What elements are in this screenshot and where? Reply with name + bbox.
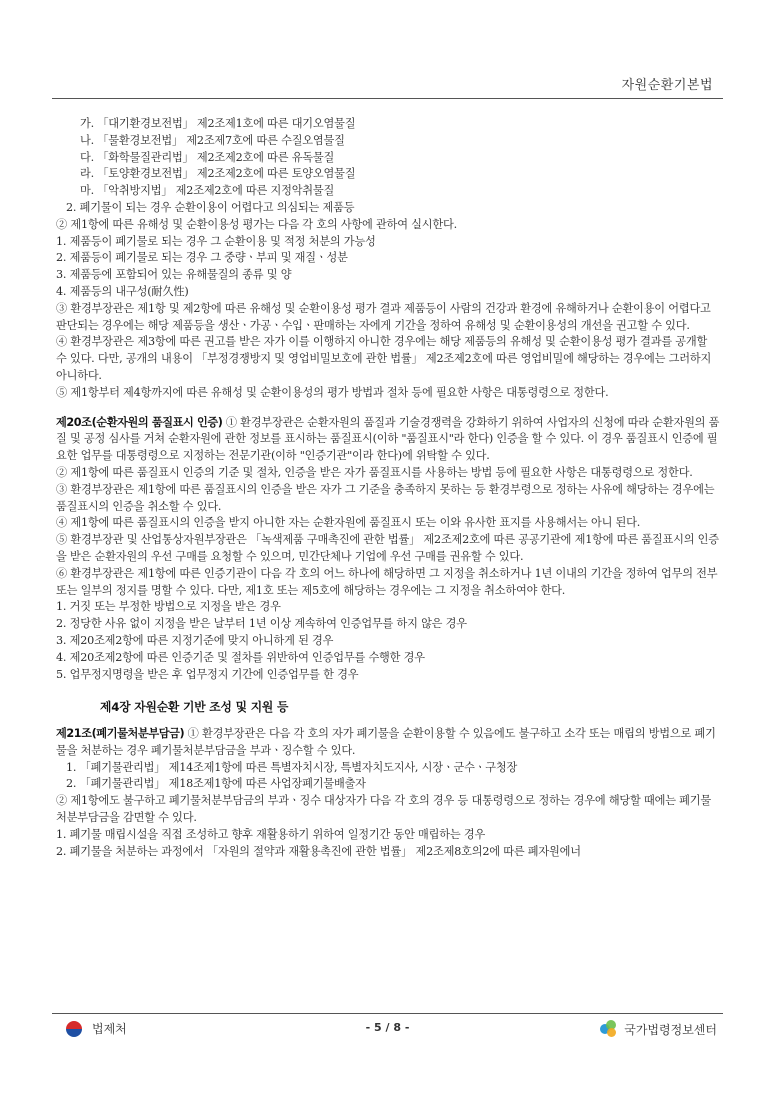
article-21 <box>56 726 720 760</box>
article-20-para-1: ① 환경부장관은 순환자원의 품질과 기술경쟁력을 강화하기 위하여 사업자의 신청에 따라 순환자원의 품질 및 공정 심사를 거쳐 순환자원에 관한 정보를 표시하는 품질표시(이하 "품질표시"라 한다) 인증을 할 수 있다. 이 경우 품질표시 인증에 필요한 업무를 대통령령으로 지정하는 전문기관(이하 "인증기관"이라 한다)에 위탁할 수 있다. <box>56 415 720 463</box>
article-21-para-2: ② 제1항에도 불구하고 폐기물처분부담금의 부과ㆍ징수 대상자가 다음 각 호의 경우 등 대통령령으로 정하는 경우에 해당할 때에는 폐기물처분부담금을 감면할 수 있다. <box>56 794 711 825</box>
article-21-item-1: 1. 「폐기물관리법」 제14조제1항에 따른 특별자치시장, 특별자치도지사, 시장ㆍ군수ㆍ구청장 <box>66 760 518 774</box>
paragraph-5: ⑤ 제1항부터 제4항까지에 따른 유해성 및 순환이용성의 평가 방법과 절차 등에 필요한 사항은 대통령령으로 정한다. <box>56 385 609 399</box>
chapter-heading: 제4장 자원순환 기반 조성 및 지원 등 <box>100 700 289 715</box>
item-3: 3. 제품등에 포함되어 있는 유해물질의 종류 및 양 <box>56 268 292 282</box>
footer-divider <box>52 1013 723 1014</box>
article-20-item-5: 5. 업무정지명령을 받은 후 업무정지 기간에 인증업무를 한 경우 <box>56 667 359 681</box>
header-divider <box>52 98 723 99</box>
article-21-item-2: 2. 「폐기물관리법」 제18조제1항에 따른 사업장폐기물배출자 <box>66 777 366 791</box>
footer-center-label: 국가법령정보센터 <box>624 1022 717 1037</box>
item-2: 2. 폐기물이 되는 경우 순환이용이 어렵다고 의심되는 제품등 <box>66 200 355 214</box>
article-21-item-3: 1. 폐기물 매립시설을 직접 조성하고 향후 재활용하기 위하여 일정기간 동안 매립하는 경우 <box>56 827 486 841</box>
article-20-title: 제20조(순환자원의 품질표시 인증) <box>56 415 223 429</box>
item-ra: 라. 「토양환경보전법」 제2조제2호에 따른 토양오염물질 <box>80 167 356 181</box>
article-20-item-3: 3. 제20조제2항에 따른 지정기준에 맞지 아니하게 된 경우 <box>56 633 334 647</box>
item-ma: 마. 「악취방지법」 제2조제2호에 따른 지정악취물질 <box>80 184 335 198</box>
paragraph-3: ③ 환경부장관은 제1항 및 제2항에 따른 유해성 및 순환이용성 평가 결과 제품등이 사람의 건강과 환경에 유해하거나 순환이용이 어렵다고 판단되는 경우에는 해당 제품등을 생산ㆍ가공ㆍ수입ㆍ판매하는 자에게 기간을 정하여 유해성 및 순환이용성의 개선을 권고할 수 있다. <box>56 301 711 332</box>
page-footer <box>52 1018 723 1040</box>
article-21-para-1: ① 환경부장관은 다음 각 호의 자가 폐기물을 순환이용할 수 있음에도 불구하고 소각 또는 매립의 방법으로 폐기물을 처분하는 경우 폐기물처분부담금을 부과ㆍ징수할 수 있다. <box>56 727 716 757</box>
item-1: 1. 제품등이 폐기물로 되는 경우 그 순환이용 및 적정 처분의 가능성 <box>56 234 376 248</box>
article-21-title: 제21조(폐기물처분부담금) <box>56 727 185 741</box>
item-da: 다. 「화학물질관리법」 제2조제2호에 따른 유독물질 <box>80 150 335 164</box>
article-20-para-5: ⑤ 환경부장관 및 산업통상자원부장관은 「녹색제품 구매촉진에 관한 법률」 제2조제2호에 따른 공공기관에 제1항에 따른 품질표시의 인증을 받은 순환자원의 우선 구매를 요청할 수 있으며, 민간단체나 기업에 우선 구매를 권유할 수 있다. <box>56 533 719 563</box>
item-4: 4. 제품등의 내구성(耐久性) <box>56 284 189 298</box>
footer-org-label: 법제처 <box>92 1022 127 1036</box>
law-center-logo-icon <box>600 1020 618 1038</box>
article-20-item-2: 2. 정당한 사유 없이 지정을 받은 날부터 1년 이상 계속하여 인증업무를 하지 않은 경우 <box>56 617 467 631</box>
paragraph-4: ④ 환경부장관은 제3항에 따른 권고를 받은 자가 이를 이행하지 아니한 경우에는 해당 제품등의 유해성 및 순환이용성 평가 결과를 공개할 수 있다. 다만, 공개의 내용이 「부정경쟁방지 및 영업비밀보호에 관한 법률」 제2조제2호에 따른 영업비밀에 해당하는 경우에는 그러하지 아니하다. <box>56 335 712 382</box>
page-number: - 5 / 8 - <box>365 1021 410 1034</box>
article-21-item-4: 2. 폐기물을 처분하는 과정에서 「자원의 절약과 재활용촉진에 관한 법률」 제2조제8호의2에 따른 폐자원에너 <box>56 844 581 858</box>
article-20-para-3: ③ 환경부장관은 제1항에 따른 품질표시의 인증을 받은 자가 그 기준을 충족하지 못하는 등 환경부령으로 정하는 사유에 해당하는 경우에는 품질표시의 인증을 취소할 수 있다. <box>56 482 715 513</box>
item-ga: 가. 「대기환경보전법」 제2조제1호에 따른 대기오염물질 <box>80 117 356 130</box>
paragraph-2: ② 제1항에 따른 유해성 및 순환이용성 평가는 다음 각 호의 사항에 관하여 실시한다. <box>56 217 457 231</box>
document-body <box>56 116 720 860</box>
footer-right <box>600 1020 717 1038</box>
article-20-para-6: ⑥ 환경부장관은 제1항에 따른 인증기관이 다음 각 호의 어느 하나에 해당하면 그 지정을 취소하거나 1년 이내의 기간을 정하여 업무의 전부 또는 일부의 정지를 명할 수 있다. 다만, 제1호 또는 제5호에 해당하는 경우에는 그 지정을 취소하여야 한다. <box>56 566 718 597</box>
article-20-item-1: 1. 거짓 또는 부정한 방법으로 지정을 받은 경우 <box>56 600 281 614</box>
item-na: 나. 「물환경보전법」 제2조제7호에 따른 수질오염물질 <box>80 133 345 147</box>
article-20-para-2: ② 제1항에 따른 품질표시 인증의 기준 및 절차, 인증을 받은 자가 품질표시를 사용하는 방법 등에 필요한 사항은 대통령령으로 정한다. <box>56 465 693 479</box>
law-title: 자원순환기본법 <box>621 78 713 93</box>
article-20-para-4: ④ 제1항에 따른 품질표시의 인증을 받지 아니한 자는 순환자원에 품질표시 또는 이와 유사한 표지를 사용해서는 아니 된다. <box>56 516 641 530</box>
article-20 <box>56 415 720 465</box>
item-2b: 2. 제품등이 폐기물로 되는 경우 그 중량ㆍ부피 및 재질ㆍ성분 <box>56 251 348 265</box>
article-20-item-4: 4. 제20조제2항에 따른 인증기준 및 절차를 위반하여 인증업무를 수행한 경우 <box>56 650 425 664</box>
